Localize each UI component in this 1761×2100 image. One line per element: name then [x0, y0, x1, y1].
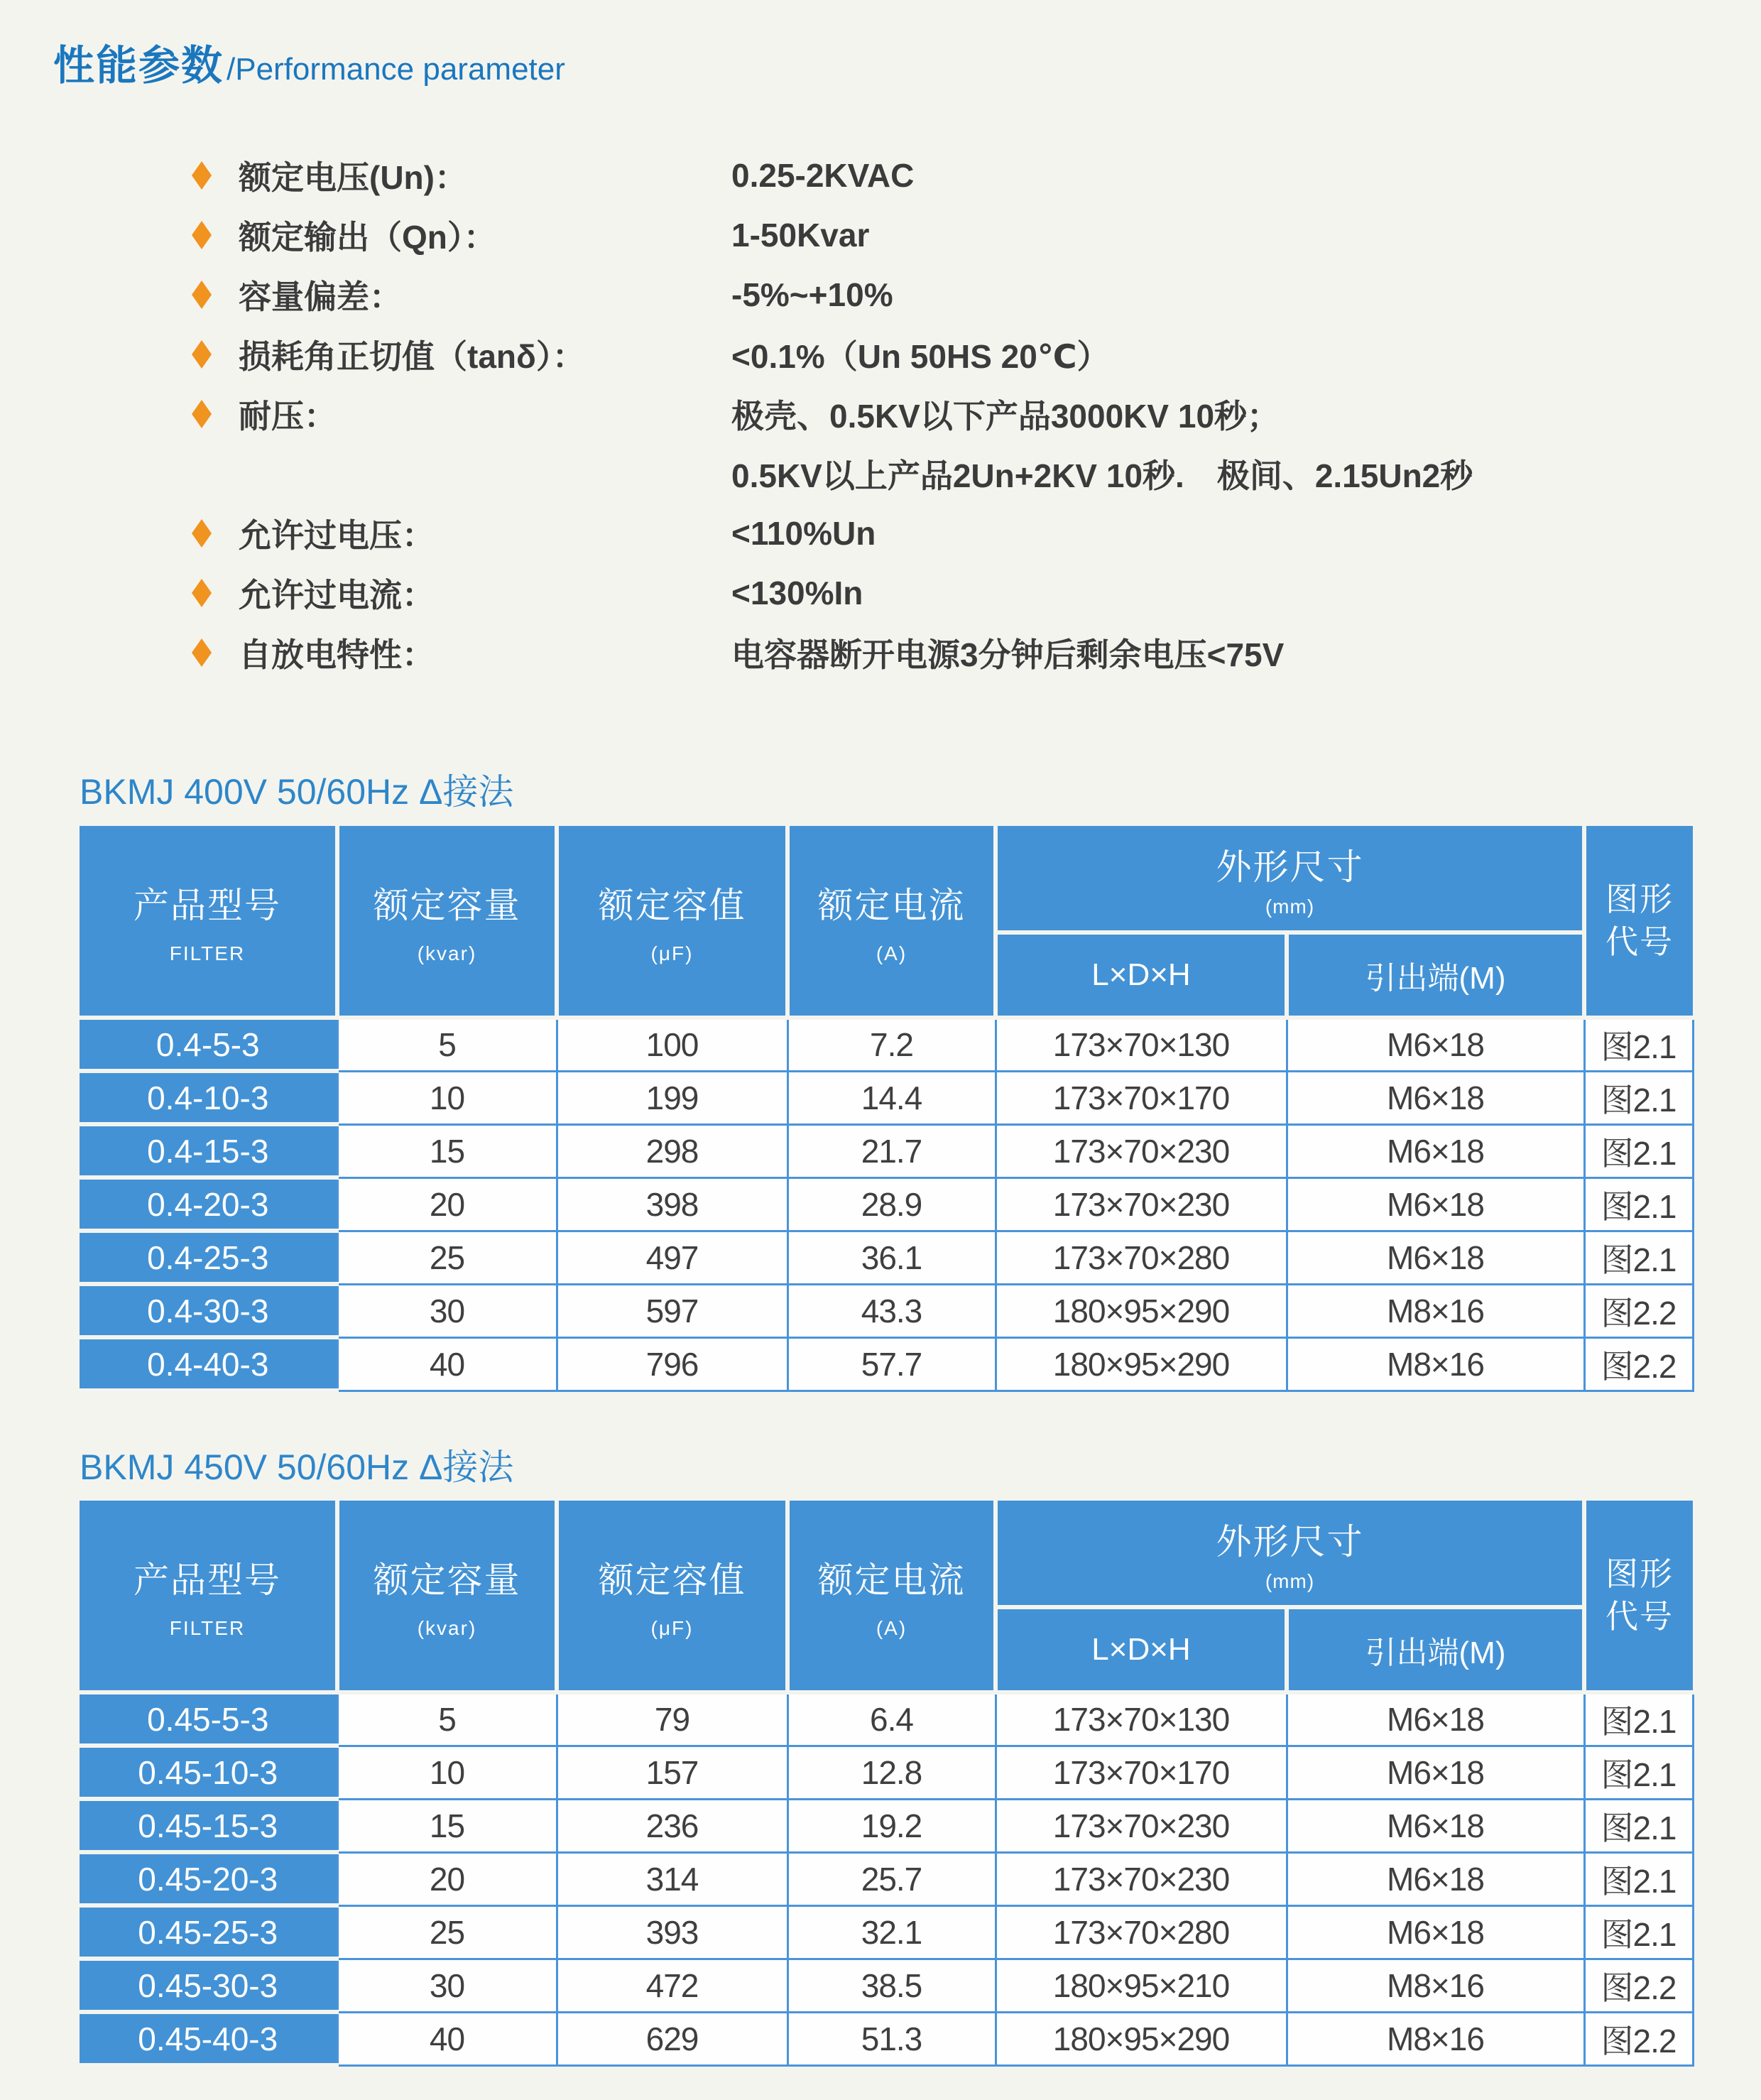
value-cell: 15	[337, 1124, 557, 1177]
model-cell: 0.45-20-3	[80, 1852, 337, 1905]
value-cell: 图2.2	[1584, 1284, 1693, 1337]
header-capacity: 额定容量 (kvar)	[337, 1501, 557, 1692]
header-model: 产品型号 FILTER	[80, 1501, 337, 1692]
diamond-bullet-icon	[192, 519, 212, 548]
value-cell: 5	[337, 1018, 557, 1071]
value-cell: 40	[337, 2012, 557, 2065]
value-cell: 173×70×230	[996, 1852, 1287, 1905]
value-cell: 图2.1	[1584, 1852, 1693, 1905]
table-row	[80, 1337, 1693, 1391]
value-cell: 21.7	[787, 1124, 996, 1177]
header-dimensions: 外形尺寸 (mm)	[996, 1501, 1584, 1607]
model-cell: 0.4-25-3	[80, 1231, 337, 1284]
value-cell: 10	[337, 1071, 557, 1124]
page-title-english: /Performance parameter	[227, 52, 565, 87]
table-row	[80, 1746, 1693, 1799]
parameter-value: -5%~+10%	[731, 276, 893, 313]
value-cell: M8×16	[1287, 1284, 1584, 1337]
value-cell: 图2.1	[1584, 1071, 1693, 1124]
parameter-list	[192, 146, 1473, 682]
value-cell: 25.7	[787, 1852, 996, 1905]
value-cell: 19.2	[787, 1799, 996, 1852]
header-capacitance: 额定容值 (μF)	[557, 1501, 787, 1692]
header-current: 额定电流 (A)	[787, 1501, 996, 1692]
parameter-label: 额定电压(Un)：	[239, 159, 467, 196]
value-cell: 314	[557, 1852, 787, 1905]
table-row	[80, 2012, 1693, 2065]
value-cell: 30	[337, 1284, 557, 1337]
value-cell: 20	[337, 1852, 557, 1905]
value-cell: 28.9	[787, 1177, 996, 1231]
table-header	[80, 1501, 1693, 1692]
value-cell: M6×18	[1287, 1177, 1584, 1231]
value-cell: 173×70×280	[996, 1231, 1287, 1284]
value-cell: 236	[557, 1799, 787, 1852]
value-cell: 180×95×290	[996, 1337, 1287, 1391]
value-cell: 图2.2	[1584, 1337, 1693, 1391]
value-cell: 398	[557, 1177, 787, 1231]
value-cell: 472	[557, 1959, 787, 2012]
model-cell: 0.4-15-3	[80, 1124, 337, 1177]
value-cell: 173×70×230	[996, 1177, 1287, 1231]
value-cell: 12.8	[787, 1746, 996, 1799]
value-cell: M6×18	[1287, 1692, 1584, 1746]
value-cell: 100	[557, 1018, 787, 1071]
parameter-label: 损耗角正切值（tanδ）：	[239, 338, 585, 375]
value-cell: 10	[337, 1746, 557, 1799]
page-title-chinese: 性能参数	[53, 43, 224, 89]
table-row	[80, 1959, 1693, 2012]
model-cell: 0.45-25-3	[80, 1905, 337, 1959]
parameter-item	[192, 504, 1473, 563]
value-cell: M6×18	[1287, 1852, 1584, 1905]
value-cell: 30	[337, 1959, 557, 2012]
value-cell: 173×70×280	[996, 1905, 1287, 1959]
value-cell: 79	[557, 1692, 787, 1746]
spec-table-450v	[80, 1501, 1694, 2067]
parameter-label: 允许过电流：	[239, 577, 435, 614]
value-cell: M6×18	[1287, 1018, 1584, 1071]
value-cell: M6×18	[1287, 1231, 1584, 1284]
table-row	[80, 1852, 1693, 1905]
value-cell: 7.2	[787, 1018, 996, 1071]
value-cell: 图2.1	[1584, 1231, 1693, 1284]
value-cell: M6×18	[1287, 1746, 1584, 1799]
value-cell: 图2.1	[1584, 1177, 1693, 1231]
table-row	[80, 1284, 1693, 1337]
value-cell: 173×70×170	[996, 1071, 1287, 1124]
table-row	[80, 1124, 1693, 1177]
value-cell: 298	[557, 1124, 787, 1177]
value-cell: 173×70×170	[996, 1746, 1287, 1799]
value-cell: M8×16	[1287, 1337, 1584, 1391]
model-cell: 0.4-5-3	[80, 1018, 337, 1071]
header-capacitance: 额定容值 (μF)	[557, 826, 787, 1018]
table-row	[80, 1177, 1693, 1231]
header-terminal: 引出端(M)	[1287, 1607, 1584, 1692]
parameter-value: 极壳、0.5KV以下产品3000KV 10秒；	[731, 398, 1280, 435]
value-cell: M6×18	[1287, 1124, 1584, 1177]
header-model: 产品型号 FILTER	[80, 826, 337, 1018]
parameter-item	[192, 325, 1473, 384]
value-cell: 180×95×210	[996, 1959, 1287, 2012]
table-row	[80, 1018, 1693, 1071]
parameter-value: 电容器断开电源3分钟后剩余电压<75V	[731, 636, 1285, 673]
parameter-label: 额定输出（Qn）：	[239, 219, 496, 256]
table-body	[80, 1692, 1693, 2065]
value-cell: 173×70×230	[996, 1799, 1287, 1852]
diamond-bullet-icon	[192, 281, 212, 309]
table-row	[80, 1692, 1693, 1746]
value-cell: 497	[557, 1231, 787, 1284]
header-terminal: 引出端(M)	[1287, 932, 1584, 1018]
header-lxdxh: L×D×H	[996, 1607, 1287, 1692]
parameter-label: 自放电特性：	[239, 636, 435, 673]
header-capacity: 额定容量 (kvar)	[337, 826, 557, 1018]
table-caption-400v: BKMJ 400V 50/60Hz Δ接法	[80, 772, 514, 812]
value-cell: 25	[337, 1905, 557, 1959]
diamond-bullet-icon	[192, 221, 212, 249]
page-title	[53, 32, 565, 92]
value-cell: 图2.2	[1584, 2012, 1693, 2065]
value-cell: M8×16	[1287, 2012, 1584, 2065]
model-cell: 0.4-20-3	[80, 1177, 337, 1231]
model-cell: 0.45-5-3	[80, 1692, 337, 1746]
value-cell: 图2.1	[1584, 1018, 1693, 1071]
value-cell: M6×18	[1287, 1799, 1584, 1852]
parameter-value: 0.5KV以上产品2Un+2KV 10秒. 极间、2.15Un2秒	[731, 457, 1473, 494]
parameter-value: 1-50Kvar	[731, 217, 870, 254]
model-cell: 0.45-30-3	[80, 1959, 337, 2012]
parameter-label: 允许过电压：	[239, 517, 435, 554]
value-cell: 5	[337, 1692, 557, 1746]
parameter-value: <130%In	[731, 575, 863, 611]
parameter-item	[192, 563, 1473, 623]
parameter-item-continuation	[192, 444, 1473, 504]
value-cell: 393	[557, 1905, 787, 1959]
value-cell: 25	[337, 1231, 557, 1284]
value-cell: 173×70×230	[996, 1124, 1287, 1177]
value-cell: 6.4	[787, 1692, 996, 1746]
diamond-bullet-icon	[192, 161, 212, 190]
model-cell: 0.45-10-3	[80, 1746, 337, 1799]
value-cell: 57.7	[787, 1337, 996, 1391]
value-cell: 20	[337, 1177, 557, 1231]
value-cell: M6×18	[1287, 1905, 1584, 1959]
table-row	[80, 1905, 1693, 1959]
parameter-item	[192, 146, 1473, 205]
diamond-bullet-icon	[192, 638, 212, 667]
value-cell: 38.5	[787, 1959, 996, 2012]
parameter-item	[192, 384, 1473, 444]
parameter-item	[192, 623, 1473, 682]
value-cell: 180×95×290	[996, 1284, 1287, 1337]
value-cell: 图2.2	[1584, 1959, 1693, 2012]
parameter-value: 0.25-2KVAC	[731, 157, 915, 194]
table-body	[80, 1018, 1693, 1391]
value-cell: 199	[557, 1071, 787, 1124]
model-cell: 0.4-30-3	[80, 1284, 337, 1337]
model-cell: 0.45-15-3	[80, 1799, 337, 1852]
spec-table-400v	[80, 826, 1694, 1393]
value-cell: 796	[557, 1337, 787, 1391]
diamond-bullet-icon	[192, 400, 212, 428]
model-cell: 0.4-40-3	[80, 1337, 337, 1391]
diamond-bullet-icon	[192, 340, 212, 369]
header-dimensions: 外形尺寸 (mm)	[996, 826, 1584, 932]
header-current: 额定电流 (A)	[787, 826, 996, 1018]
table-caption-450v: BKMJ 450V 50/60Hz Δ接法	[80, 1447, 514, 1487]
parameter-value: <0.1%（Un 50HS 20℃）	[731, 338, 1110, 375]
header-lxdxh: L×D×H	[996, 932, 1287, 1018]
value-cell: M8×16	[1287, 1959, 1584, 2012]
model-cell: 0.4-10-3	[80, 1071, 337, 1124]
value-cell: 157	[557, 1746, 787, 1799]
parameter-value: <110%Un	[731, 515, 876, 552]
value-cell: 14.4	[787, 1071, 996, 1124]
header-figure: 图形代号	[1584, 826, 1693, 1018]
value-cell: 597	[557, 1284, 787, 1337]
parameter-item	[192, 205, 1473, 265]
header-figure: 图形代号	[1584, 1501, 1693, 1692]
parameter-label: 耐压：	[239, 398, 337, 435]
value-cell: M6×18	[1287, 1071, 1584, 1124]
value-cell: 15	[337, 1799, 557, 1852]
value-cell: 43.3	[787, 1284, 996, 1337]
value-cell: 40	[337, 1337, 557, 1391]
table-row	[80, 1071, 1693, 1124]
table-row	[80, 1799, 1693, 1852]
value-cell: 图2.1	[1584, 1746, 1693, 1799]
model-cell: 0.45-40-3	[80, 2012, 337, 2065]
value-cell: 图2.1	[1584, 1905, 1693, 1959]
diamond-bullet-icon	[192, 579, 212, 607]
value-cell: 180×95×290	[996, 2012, 1287, 2065]
value-cell: 51.3	[787, 2012, 996, 2065]
value-cell: 36.1	[787, 1231, 996, 1284]
value-cell: 图2.1	[1584, 1692, 1693, 1746]
value-cell: 629	[557, 2012, 787, 2065]
value-cell: 173×70×130	[996, 1692, 1287, 1746]
value-cell: 图2.1	[1584, 1799, 1693, 1852]
parameter-label: 容量偏差：	[239, 278, 402, 315]
value-cell: 173×70×130	[996, 1018, 1287, 1071]
parameter-item	[192, 265, 1473, 325]
value-cell: 32.1	[787, 1905, 996, 1959]
table-row	[80, 1231, 1693, 1284]
value-cell: 图2.1	[1584, 1124, 1693, 1177]
table-header	[80, 826, 1693, 1018]
